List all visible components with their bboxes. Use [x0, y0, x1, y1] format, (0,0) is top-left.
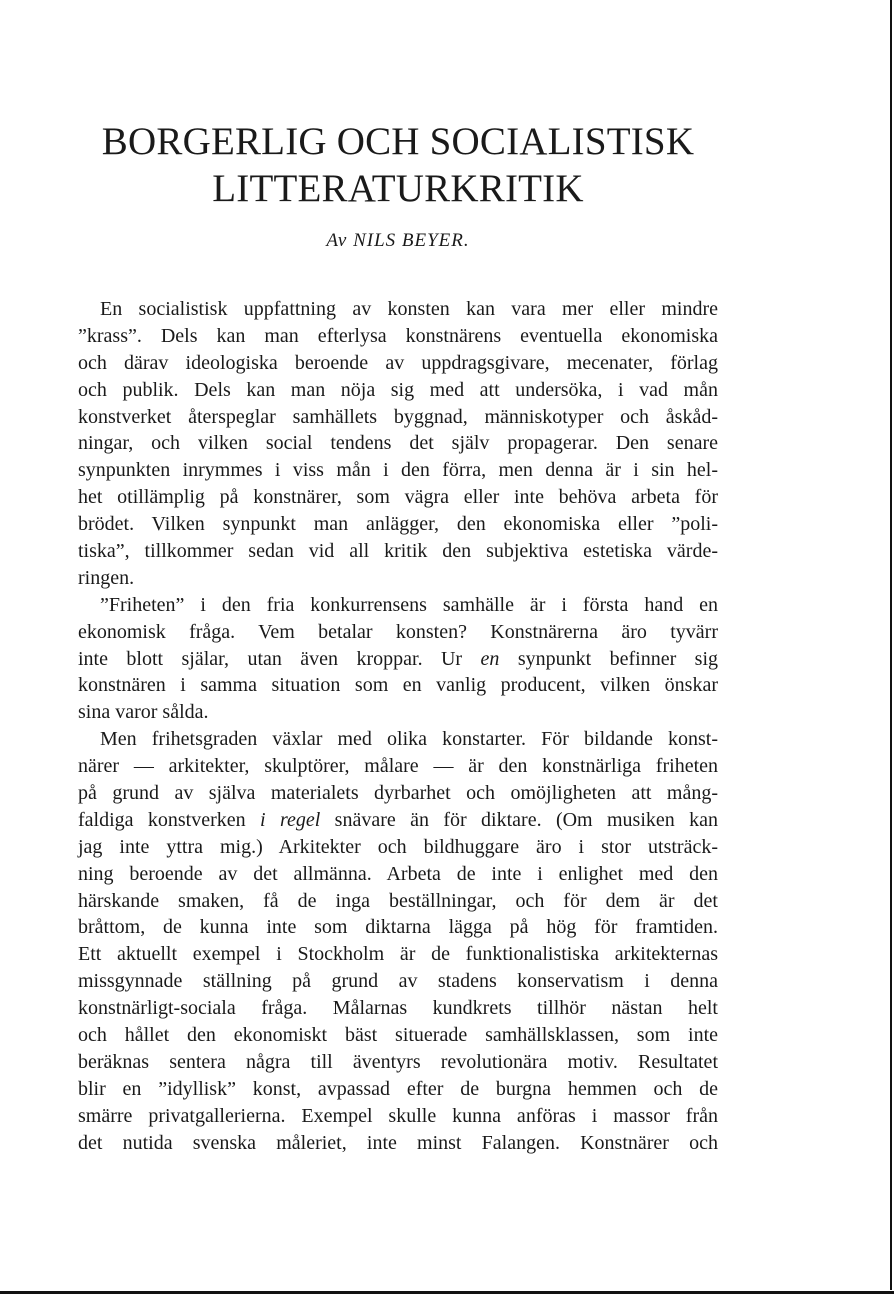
page-edge-right [890, 0, 892, 1290]
text-line: ekonomisk fråga. Vem betalar konsten? Konstnärerna äro tyvärr [78, 620, 718, 643]
text-line [78, 646, 718, 673]
text-line: missgynnade ställning på grund av stadens konservatism i denna [78, 970, 718, 993]
text-line: brödet. Vilken synpunkt man anlägger, den ekonomiska eller ”poli- [78, 513, 718, 536]
text-line: på grund av själva materialets dyrbarhet och omöjligheten att mång- [78, 782, 718, 805]
text-segment: snävare än för diktare. (Om musiken kan [320, 808, 719, 831]
title-line-2: LITTERATURKRITIK [212, 167, 584, 210]
text-line: bråttom, de kunna inte som diktarna lägga på hög för framtiden. [78, 916, 718, 939]
text-line: och publik. Dels kan man nöja sig med att undersöka, i vad mån [78, 378, 718, 401]
paragraph-3 [78, 726, 718, 1156]
article-title [78, 118, 718, 212]
text-segment: inte blott själar, utan även kroppar. Ur [78, 647, 481, 670]
text-line: Men frihetsgraden växlar med olika konstarter. För bildande konst- [100, 728, 718, 751]
text-line: beräknas sentera några till äventyrs revolutionära motiv. Resultatet [78, 1050, 718, 1073]
text-line: smärre privatgallerierna. Exempel skulle kunna anföras i massor från [78, 1104, 718, 1127]
text-line: ringen. [78, 566, 135, 589]
text-line: ning beroende av det allmänna. Arbeta de inte i enlighet med den [78, 862, 718, 885]
byline: Av NILS BEYER. [326, 230, 470, 251]
document-page [78, 118, 718, 1157]
text-line: närer — arkitekter, skulptörer, målare — är den konstnärliga friheten [78, 755, 718, 778]
text-line: det nutida svenska måleriet, inte minst Falangen. Konstnärer och [78, 1131, 718, 1154]
text-segment: faldiga konstverken [78, 808, 261, 831]
text-line [78, 807, 718, 834]
text-line: Ett aktuellt exempel i Stockholm är de funktionalistiska arkitekternas [78, 943, 718, 966]
text-line: ”krass”. Dels kan man efterlysa konstnärens eventuella ekonomiska [78, 324, 718, 347]
title-line-1: BORGERLIG OCH SOCIALISTISK [101, 120, 695, 163]
article-body [78, 296, 718, 1157]
text-line: blir en ”idyllisk” konst, avpassad efter de burgna hemmen och de [78, 1077, 718, 1100]
text-line: tiska”, tillkommer sedan vid all kritik den subjektiva estetiska värde- [78, 540, 718, 563]
text-segment: synpunkt befinner sig [499, 647, 719, 670]
text-line: konstverket återspeglar samhällets byggnad, människotyper och åskåd- [78, 405, 718, 428]
paragraph-1 [78, 296, 718, 592]
text-line: ”Friheten” i den fria konkurrensens samhälle är i första hand en [100, 593, 718, 616]
text-line: konstnärligt-sociala fråga. Målarnas kundkrets tillhör nästan helt [78, 997, 718, 1020]
emphasis-text: i regel [260, 808, 321, 831]
text-line: och hållet den ekonomiskt bäst situerade samhällsklassen, som inte [78, 1024, 718, 1047]
text-line: sina varor sålda. [78, 701, 209, 724]
text-line: ningar, och vilken social tendens det själv propagerar. Den senare [78, 432, 718, 455]
text-line: En socialistisk uppfattning av konsten kan vara mer eller mindre [100, 298, 718, 320]
text-line: jag inte yttra mig.) Arkitekter och bildhuggare äro i stor utsträck- [78, 835, 718, 858]
text-line: konstnären i samma situation som en vanlig producent, vilken önskar [78, 674, 718, 697]
text-line: härskande smaken, få de inga beställningar, och för dem är det [78, 889, 718, 912]
paragraph-2 [78, 592, 718, 726]
text-line: och därav ideologiska beroende av uppdragsgivare, mecenater, förlag [78, 351, 718, 374]
page-edge-bottom [0, 1291, 894, 1294]
emphasis-text: en [480, 647, 500, 670]
text-line: het otillämplig på konstnärer, som vägra eller inte behöva arbeta för [78, 486, 718, 509]
text-line: synpunkten inrymmes i viss mån i den förra, men denna är i sin hel- [78, 459, 718, 482]
